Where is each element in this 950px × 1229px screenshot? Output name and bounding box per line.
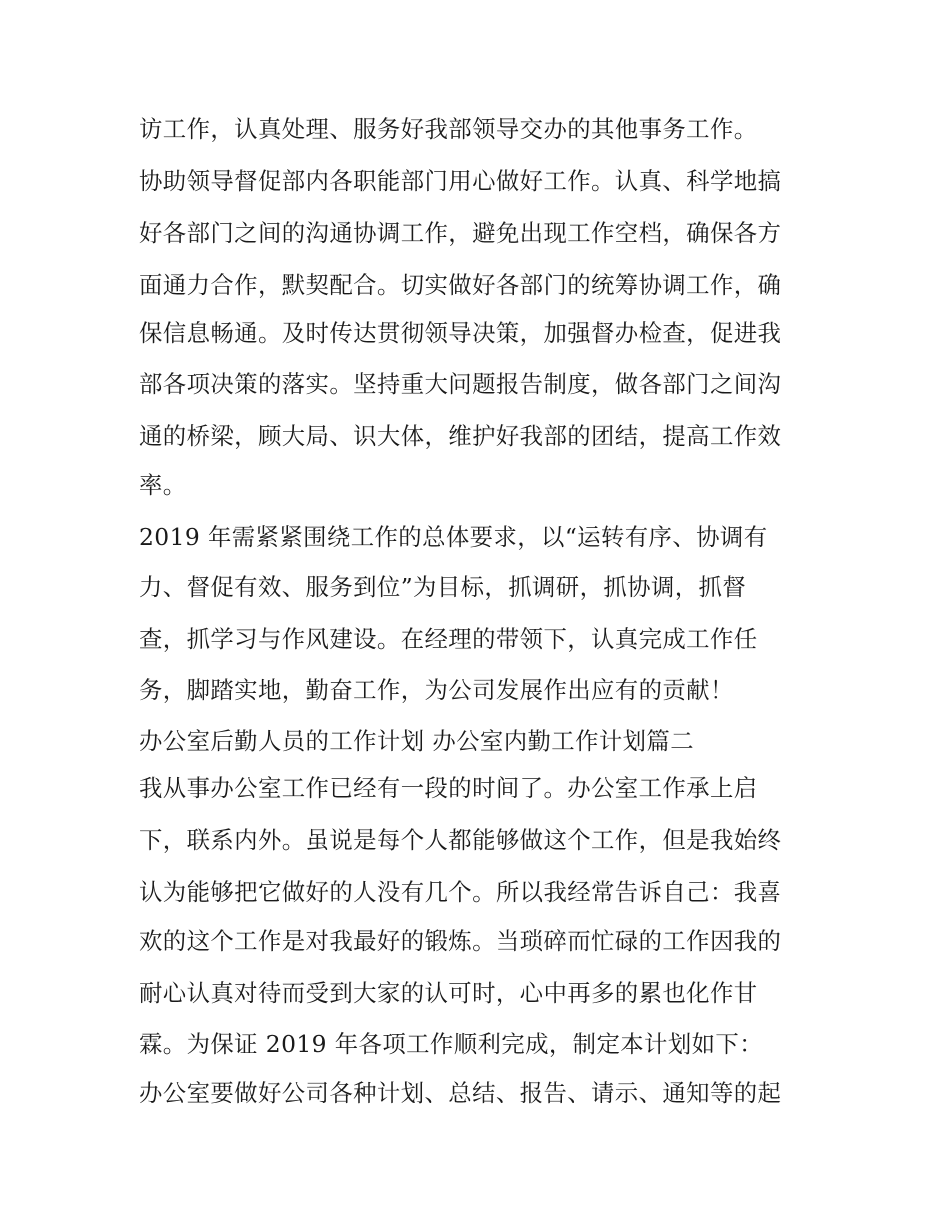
text-line: 好各部门之间的沟通协调工作，避免出现工作空档，确保各方 <box>139 219 782 247</box>
text-line: 霖。为保证 2019 年各项工作顺利完成，制定本计划如下： <box>139 1030 763 1058</box>
text-line: 欢的这个工作是对我最好的锻炼。当琐碎而忙碌的工作因我的 <box>139 927 782 955</box>
text-line: 访工作，认真处理、服务好我部领导交办的其他事务工作。 <box>139 115 758 143</box>
text-line: 部各项决策的落实。坚持重大问题报告制度，做各部门之间沟 <box>139 370 782 398</box>
text-line: 协助领导督促部内各职能部门用心做好工作。认真、科学地搞 <box>139 167 782 195</box>
text-line: 2019 年需紧紧围绕工作的总体要求，以“运转有序、协调有 <box>139 523 768 551</box>
text-line: 通的桥梁，顾大局、识大体，维护好我部的团结，提高工作效 <box>139 422 782 450</box>
text-line: 我从事办公室工作已经有一段的时间了。办公室工作承上启 <box>139 774 758 802</box>
text-line: 耐心认真对待而受到大家的认可时，心中再多的累也化作甘 <box>139 979 758 1007</box>
text-line: 查，抓学习与作风建设。在经理的带领下，认真完成工作任 <box>139 625 758 653</box>
text-line: 办公室后勤人员的工作计划 办公室内勤工作计划篇二 <box>139 727 695 755</box>
text-line: 下，联系内外。虽说是每个人都能够做这个工作，但是我始终 <box>139 826 782 854</box>
text-line: 力、督促有效、服务到位”为目标，抓调研，抓协调，抓督 <box>139 573 747 601</box>
text-line: 面通力合作，默契配合。切实做好各部门的统筹协调工作，确 <box>139 271 782 299</box>
text-line: 保信息畅通。及时传达贯彻领导决策，加强督办检查，促进我 <box>139 319 782 347</box>
text-line: 务，脚踏实地，勤奋工作，为公司发展作出应有的贡献！ <box>139 676 734 704</box>
text-line: 率。 <box>139 471 187 499</box>
text-line: 认为能够把它做好的人没有几个。所以我经常告诉自己：我喜 <box>139 878 782 906</box>
text-line: 办公室要做好公司各种计划、总结、报告、请示、通知等的起 <box>139 1079 782 1107</box>
